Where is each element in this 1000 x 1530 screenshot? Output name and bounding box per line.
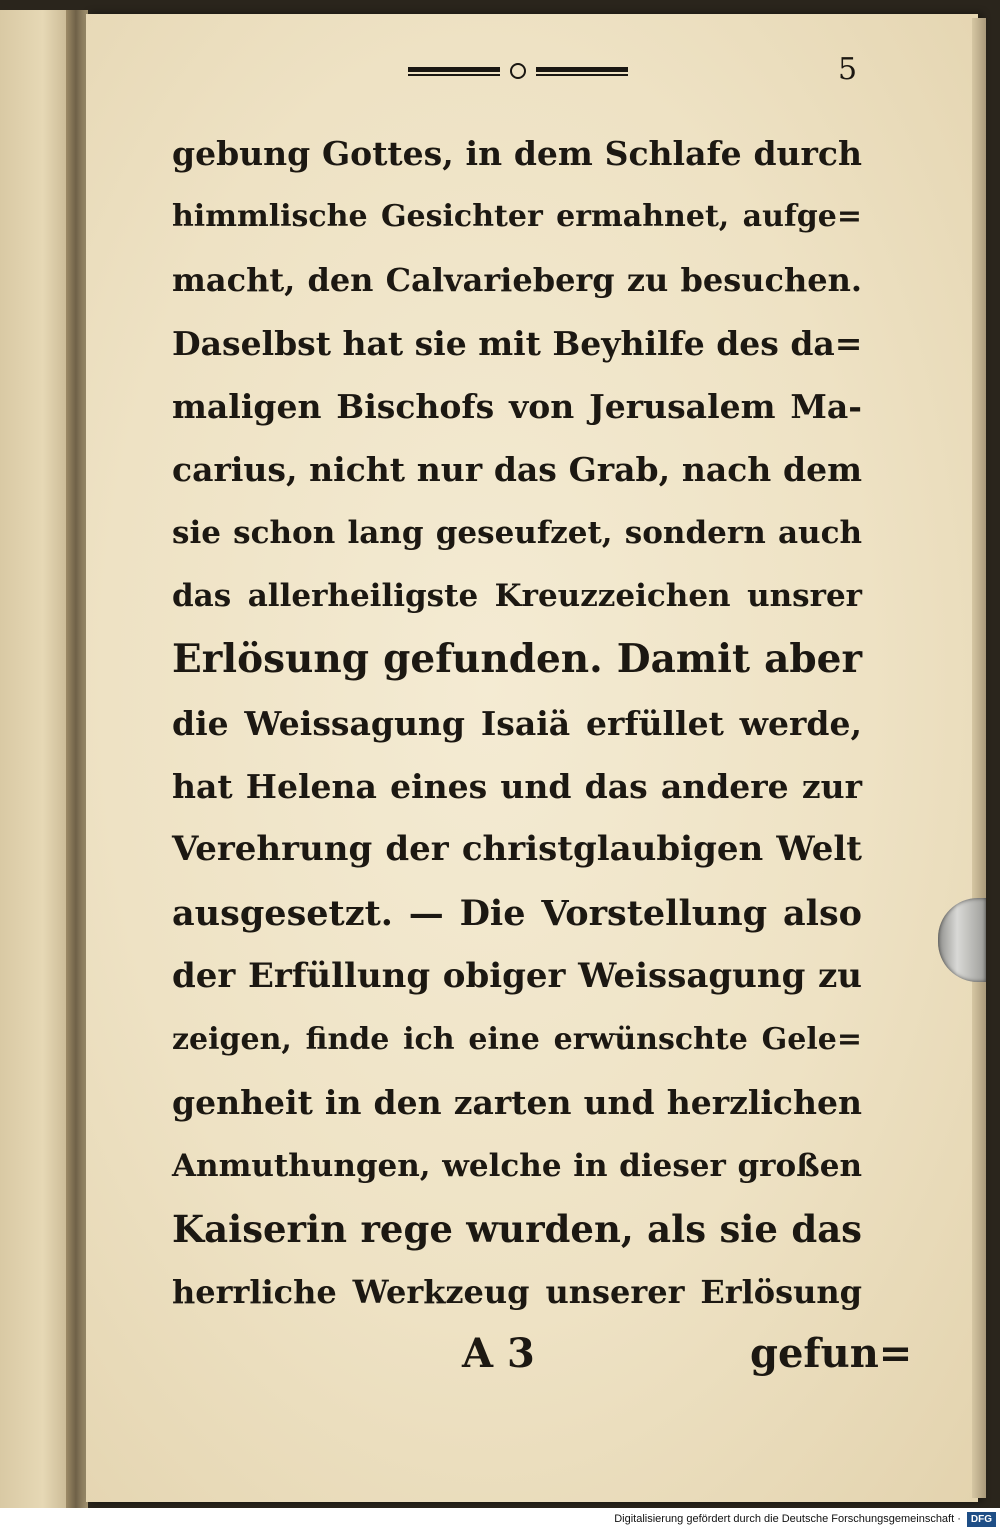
- text-line: hat Helena eines und das andere zur: [172, 766, 862, 806]
- text-line: Daselbst hat sie mit Beyhilfe des da=: [172, 323, 863, 363]
- text-line: das allerheiligste Kreuzzeichen unsrer: [172, 578, 862, 615]
- text-line: gebung Gottes, in dem Schlafe durch: [172, 134, 862, 173]
- header-ornament: [408, 60, 636, 82]
- page-stack-edge: [972, 18, 986, 1498]
- book-gutter: [66, 10, 88, 1508]
- text-line: maligen Bischofs von Jerusalem Ma-: [172, 387, 862, 427]
- text-line: Erlösung gefunden. Damit aber: [172, 636, 862, 683]
- ornament-circle-icon: [510, 63, 526, 79]
- signature-mark: A 3: [462, 1330, 535, 1377]
- text-line: himmlische Gesichter ermahnet, aufge=: [172, 199, 862, 235]
- text-line: herrliche Werkzeug unserer Erlösung: [172, 1273, 862, 1312]
- text-line: Kaiserin rege wurden, als sie das: [172, 1207, 862, 1252]
- text-line: carius, nicht nur das Grab, nach dem: [172, 450, 862, 490]
- page-number: 5: [838, 52, 858, 87]
- funding-credit: Digitalisierung gefördert durch die Deutsche Forschungsgemeinschaft ·: [614, 1513, 961, 1525]
- text-line: ausgesetzt. — Die Vorstellung also: [172, 892, 862, 934]
- ornament-rule-left: [408, 67, 500, 76]
- text-line: zeigen, finde ich eine erwünschte Gele=: [172, 1022, 862, 1058]
- text-line: die Weissagung Isaiä erfüllet werde,: [172, 703, 862, 743]
- text-line: Anmuthungen, welche in dieser großen: [172, 1147, 862, 1184]
- text-line: der Erfüllung obiger Weissagung zu: [172, 955, 862, 996]
- text-line: macht, den Calvarieberg zu besuchen.: [172, 260, 862, 299]
- text-line: Verehrung der christglaubigen Welt: [172, 829, 862, 870]
- text-line: genheit in den zarten und herzlichen: [172, 1083, 862, 1123]
- footer-bar: [0, 1508, 1000, 1530]
- dfg-logo-icon: DFG: [967, 1512, 996, 1527]
- body-text: [172, 122, 862, 1325]
- catchword: gefun=: [750, 1330, 913, 1377]
- text-line: sie schon lang geseufzet, sondern auch: [172, 514, 862, 551]
- ornament-rule-right: [536, 67, 628, 76]
